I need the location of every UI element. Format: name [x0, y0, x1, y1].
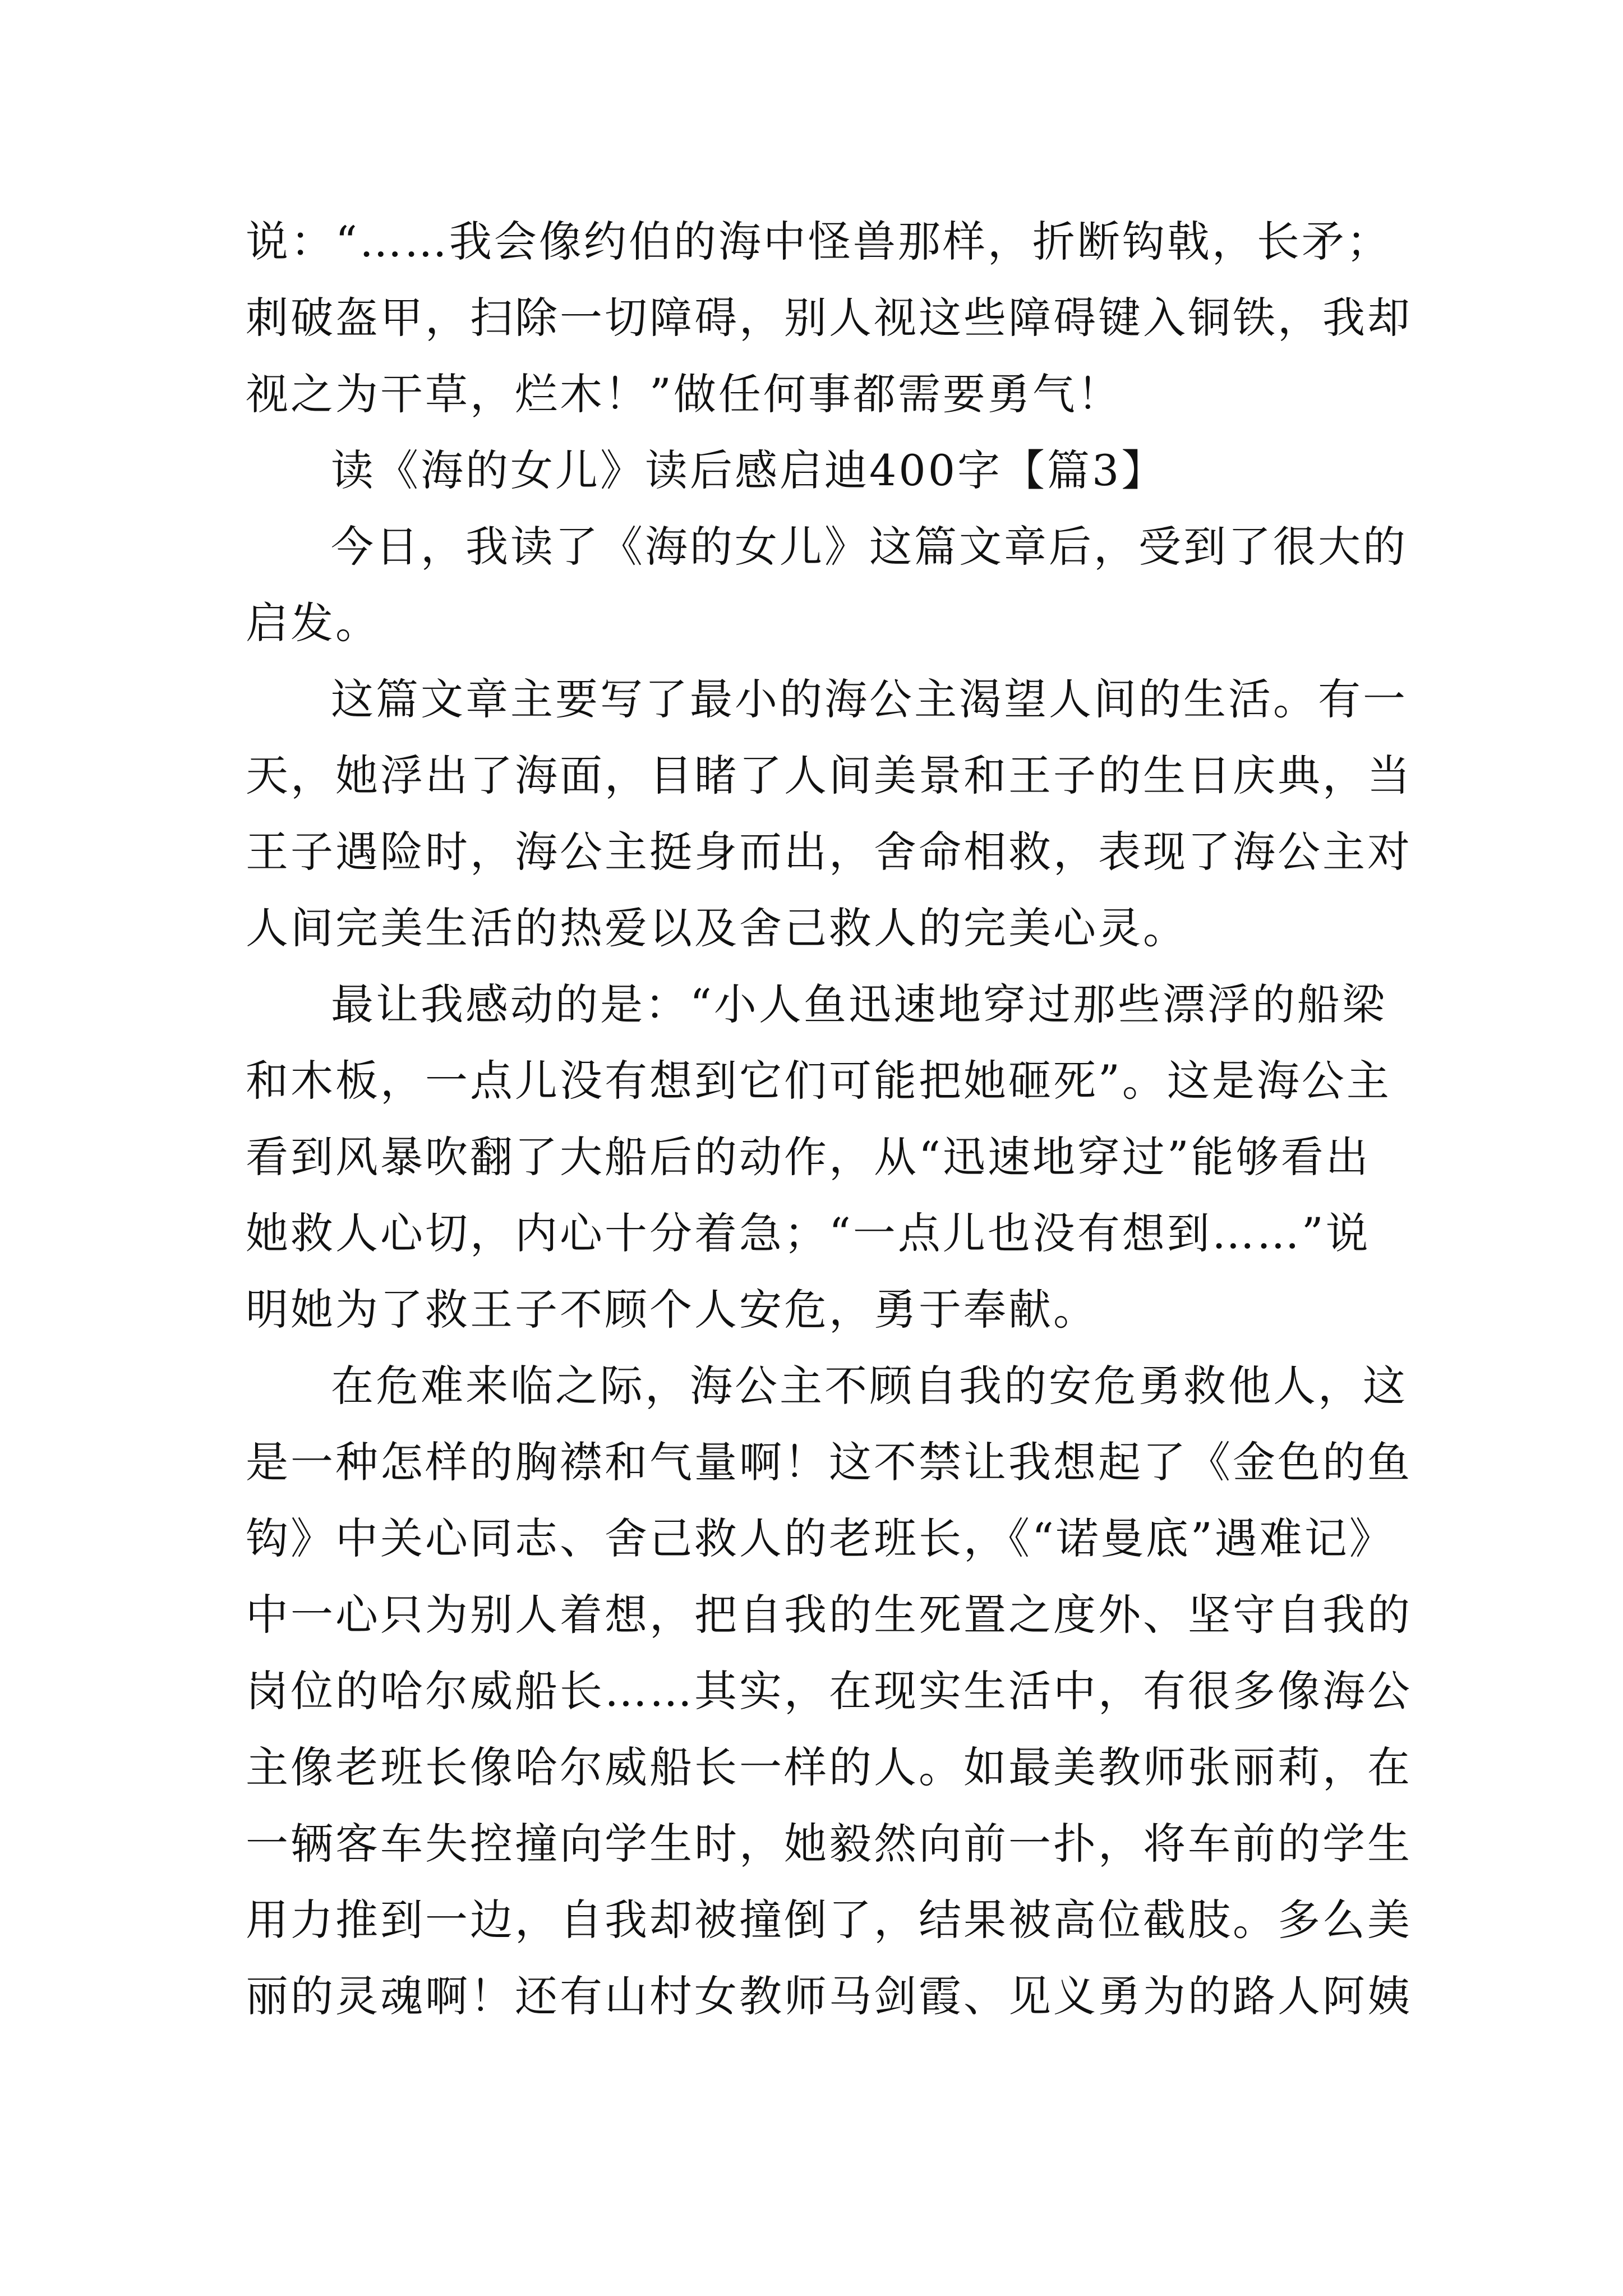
text-line: 看到风暴吹翻了大船后的动作，从“迅速地穿过”能够看出 — [246, 1132, 1371, 1182]
paragraph-4 — [246, 1348, 1412, 2035]
paragraph-2 — [246, 661, 1412, 967]
text-line: 天，她浮出了海面，目睹了人间美景和王子的生日庆典，当 — [246, 751, 1412, 800]
text-line: 她救人心切，内心十分着急；“一点儿也没有想到……”说 — [246, 1208, 1371, 1258]
text-line: 说：“……我会像约伯的海中怪兽那样，折断钩戟，长矛； — [246, 217, 1391, 266]
text-line: 今日，我读了《海的女儿》这篇文章后，受到了很大的 — [331, 522, 1408, 572]
text-line: 是一种怎样的胸襟和气量啊！这不禁让我想起了《金色的鱼 — [246, 1437, 1412, 1487]
continued-paragraph — [246, 204, 1412, 432]
text-line: 人间完美生活的热爱以及舍己救人的完美心灵。 — [246, 903, 1188, 953]
paragraph-1 — [246, 509, 1408, 661]
text-line: 王子遇险时，海公主挺身而出，舍命相救，表现了海公主对 — [246, 827, 1412, 877]
text-line: 最让我感动的是：“小人鱼迅速地穿过那些漂浮的船梁 — [331, 979, 1387, 1029]
text-line: 明她为了救王子不顾个人安危，勇于奉献。 — [246, 1285, 1098, 1335]
text-line: 钩》中关心同志、舍己救人的老班长，《“诺曼底”遇难记》 — [246, 1513, 1394, 1563]
text-line: 中一心只为别人着想，把自我的生死置之度外、坚守自我的 — [246, 1590, 1412, 1640]
text-line: 刺破盔甲，扫除一切障碍，别人视这些障碍键入铜铁，我却 — [246, 293, 1412, 343]
section-heading — [246, 432, 1377, 509]
text-line: 主像老班长像哈尔威船长一样的人。如最美教师张丽莉，在 — [246, 1742, 1412, 1792]
text-line: 和木板，一点儿没有想到它们可能把她砸死”。这是海公主 — [246, 1056, 1391, 1106]
text-line: 一辆客车失控撞向学生时，她毅然向前一扑，将车前的学生 — [246, 1819, 1412, 1869]
text-line: 视之为干草，烂木！”做任何事都需要勇气！ — [246, 369, 1122, 419]
heading-text: 读《海的女儿》读后感启迪400字【篇3】 — [331, 445, 1166, 495]
text-line: 启发。 — [246, 598, 380, 648]
text-line: 这篇文章主要写了最小的海公主渴望人间的生活。有一 — [331, 674, 1408, 724]
text-line: 用力推到一边，自我却被撞倒了，结果被高位截肢。多么美 — [246, 1895, 1412, 1945]
paragraph-3 — [246, 967, 1391, 1348]
text-line: 丽的灵魂啊！还有山村女教师马剑霞、见义勇为的路人阿姨 — [246, 1971, 1412, 2021]
text-line: 岗位的哈尔威船长……其实，在现实生活中，有很多像海公 — [246, 1666, 1412, 1716]
text-line: 在危难来临之际，海公主不顾自我的安危勇救他人，这 — [331, 1361, 1408, 1411]
